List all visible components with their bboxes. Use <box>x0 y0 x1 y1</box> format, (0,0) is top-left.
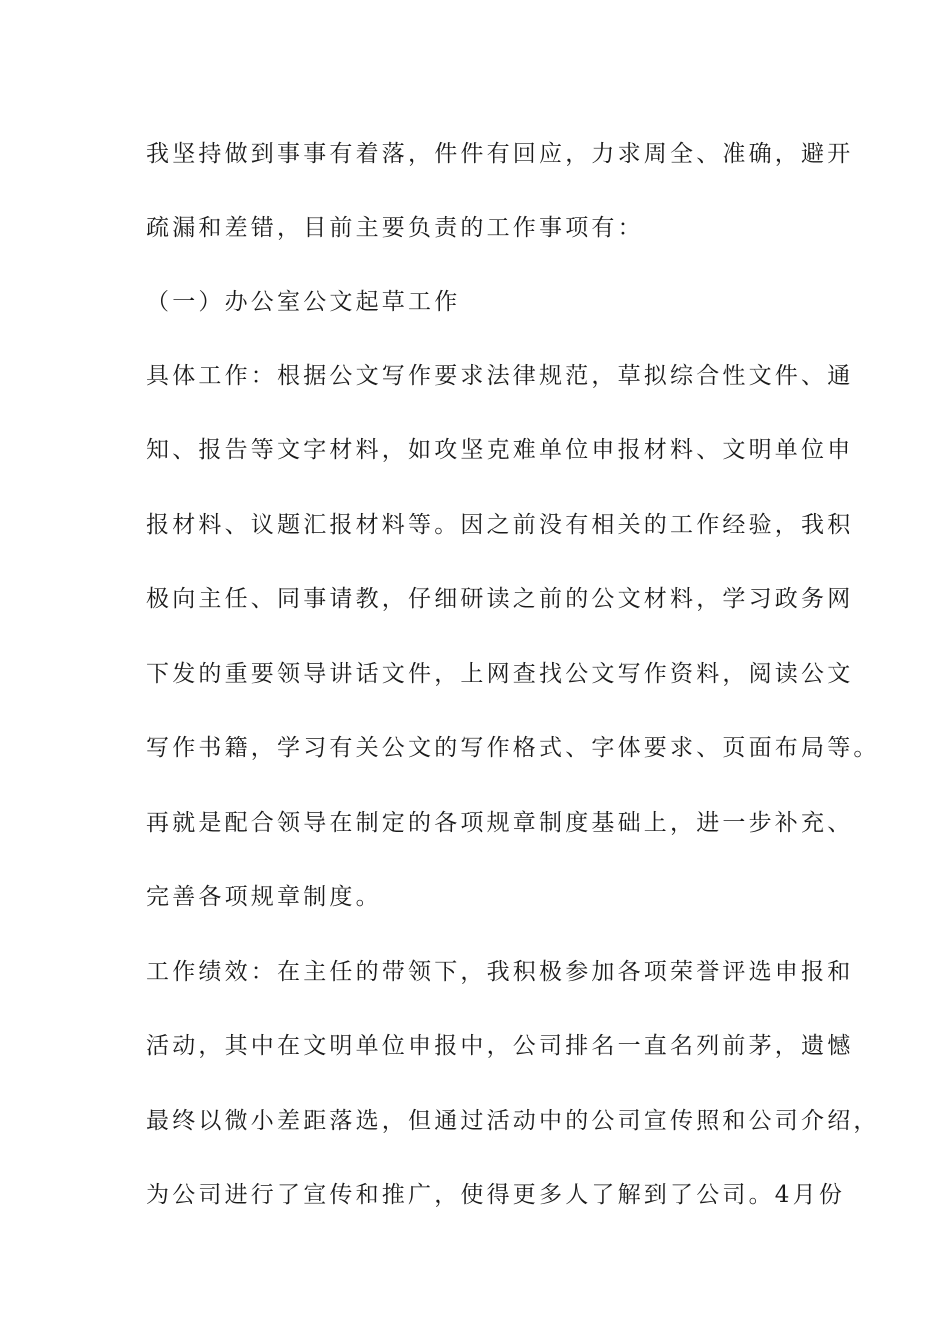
text-line: 活动，其中在文明单位申报中，公司排名一直名列前茅，遗憾 <box>146 1033 854 1059</box>
text-line: 工作绩效：在主任的带领下，我积极参加各项荣誉评选申报和 <box>146 959 854 985</box>
text-line: 疏漏和差错，目前主要负责的工作事项有： <box>146 215 644 241</box>
text-line: 报材料、议题汇报材料等。因之前没有相关的工作经验，我积 <box>146 512 854 538</box>
text-line: 写作书籍，学习有关公文的写作格式、字体要求、页面布局等。 <box>146 735 880 761</box>
text-line: 为公司进行了宣传和推广，使得更多人了解到了公司。4月份 <box>146 1182 846 1208</box>
text-line: 知、报告等文字材料，如攻坚克难单位申报材料、文明单位申 <box>146 437 854 463</box>
text-line: 完善各项规章制度。 <box>146 884 382 910</box>
text-line: 我坚持做到事事有着落，件件有回应，力求周全、准确，避开 <box>146 141 854 167</box>
text-line: 具体工作：根据公文写作要求法律规范，草拟综合性文件、通 <box>146 363 854 389</box>
text-line: 下发的重要领导讲话文件，上网查找公文写作资料，阅读公文 <box>146 661 854 687</box>
text-line: 再就是配合领导在制定的各项规章制度基础上，进一步补充、 <box>146 810 854 836</box>
text-line: 极向主任、同事请教，仔细研读之前的公文材料，学习政务网 <box>146 586 854 612</box>
text-line: 最终以微小差距落选，但通过活动中的公司宣传照和公司介绍， <box>146 1108 880 1134</box>
section-heading: （一）办公室公文起草工作 <box>146 289 461 315</box>
